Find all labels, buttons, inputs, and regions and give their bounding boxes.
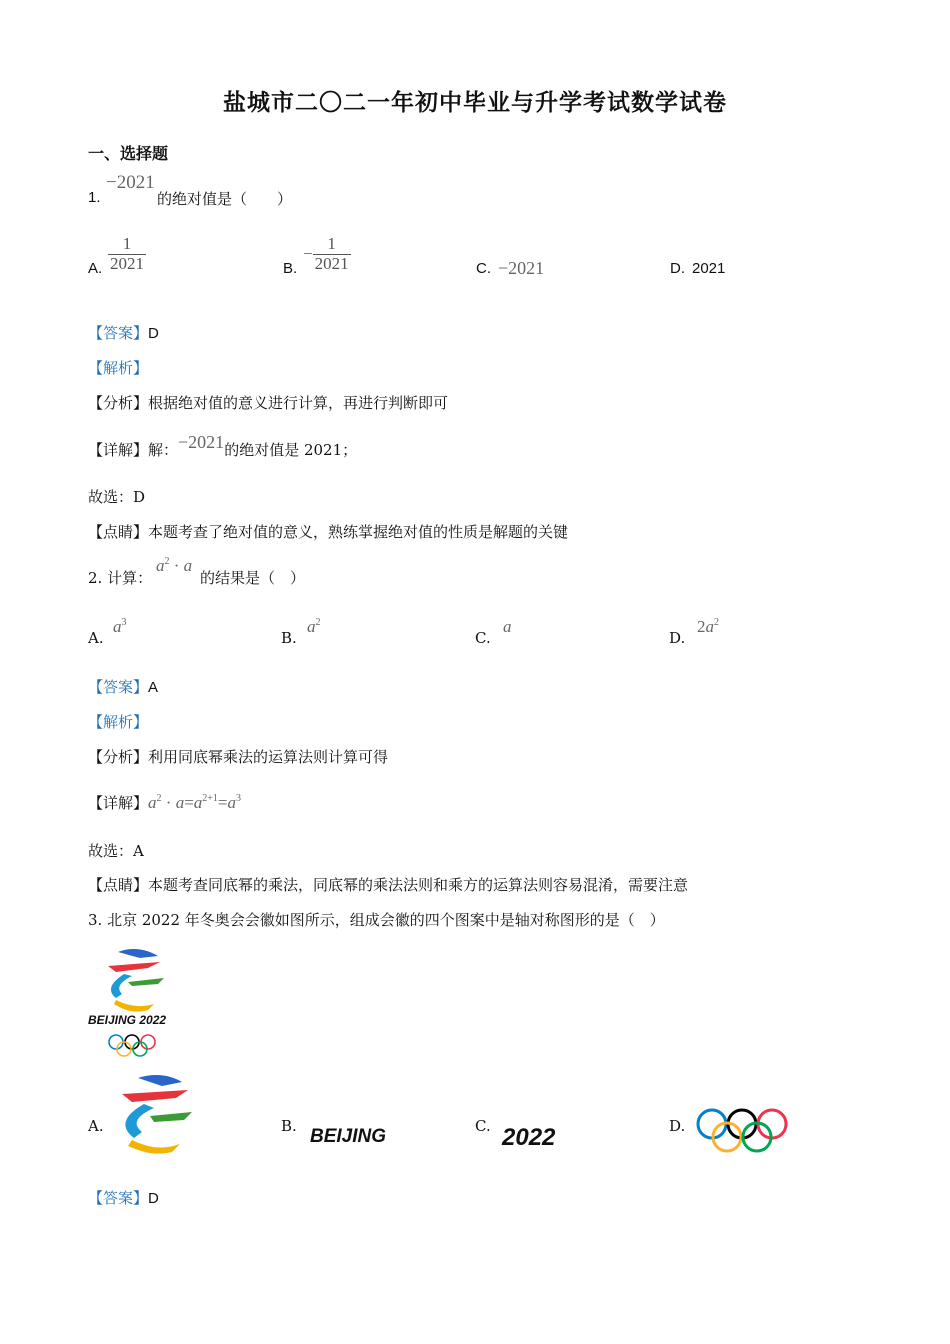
- q2-analysis-label: 【解析】: [88, 713, 149, 731]
- q1-option-a-label: A.: [88, 260, 103, 277]
- q2-option-b-label: B.: [281, 629, 297, 647]
- q2-fenxi: 【分析】利用同底幂乘法的运算法则计算可得: [88, 748, 389, 766]
- q3-option-d-figure: [694, 1106, 790, 1156]
- q1-fenxi: 【分析】根据绝对值的意义进行计算，再进行判断即可: [88, 394, 449, 412]
- q2-option-d-label: D.: [669, 629, 686, 647]
- q3-option-a-label: A.: [88, 1117, 104, 1135]
- q3-option-b-figure: BEIJING: [310, 1126, 387, 1147]
- q2-option-a-label: A.: [88, 629, 104, 647]
- q2-answer: 【答案】A: [88, 678, 159, 696]
- q1-answer: 【答案】D: [88, 324, 159, 342]
- q2-stem: 的结果是（ ）: [200, 569, 306, 587]
- q1-number: 1.: [88, 189, 101, 206]
- q3-stem: 3. 北京 2022 年冬奥会会徽如图所示，组成会徽的四个图案中是轴对称图形的是（ ）: [88, 911, 665, 929]
- section-heading: 一、选择题: [88, 144, 169, 163]
- q3-option-a-figure: [106, 1072, 194, 1158]
- q1-xiangjie: 【详解】解：−2021的绝对值是 2021；: [88, 432, 358, 459]
- q2-guxuan: 故选：A: [88, 842, 144, 860]
- q1-option-b-label: B.: [283, 260, 298, 277]
- q1-stem: 的绝对值是（ ）: [157, 190, 293, 208]
- q1-option-c-value: −2021: [498, 258, 545, 278]
- q3-option-c-figure: 2022: [502, 1124, 556, 1151]
- q2-option-c-value: a: [503, 617, 512, 636]
- q1-option-c-label: C.: [476, 260, 491, 277]
- q3-option-c-label: C.: [475, 1117, 491, 1135]
- emblem-figure-icon: [88, 944, 188, 1060]
- q2-dianjing: 【点睛】本题考查同底幂的乘法，同底幂的乘法法则和乘方的运算法则容易混淆，需要注意: [88, 876, 689, 894]
- q1-guxuan: 故选：D: [88, 488, 146, 506]
- q2-option-a-value: $a^3$: [113, 617, 127, 636]
- q2-number: 2. 计算：: [88, 569, 153, 587]
- q1-option-d-value: 2021: [692, 260, 726, 277]
- svg-text:BEIJING 2022: BEIJING 2022: [88, 1013, 167, 1027]
- q3-answer: 【答案】D: [88, 1189, 159, 1207]
- page-title: 盐城市二〇二一年初中毕业与升学考试数学试卷: [223, 89, 727, 116]
- q1-option-d-label: D.: [670, 260, 685, 277]
- q2-expression: $a^2 \cdot a$: [156, 556, 193, 575]
- q1-analysis-label: 【解析】: [88, 359, 149, 377]
- q2-xiangjie: 【详解】$a^2 \cdot a=a^{2+1}=a^3$: [88, 793, 242, 812]
- q1-option-b-fraction: − $\frac{1}{2021}$: [303, 234, 349, 273]
- q1-option-a-fraction: $\frac{1}{2021}$: [110, 234, 144, 273]
- q2-option-d-value: $2a^2$: [697, 617, 719, 636]
- q1-dianjing: 【点睛】本题考查了绝对值的意义，熟练掌握绝对值的性质是解题的关键: [88, 523, 569, 541]
- q3-option-b-label: B.: [281, 1117, 297, 1135]
- q2-option-b-value: $a^2$: [307, 617, 321, 636]
- q2-option-c-label: C.: [475, 629, 491, 647]
- q3-option-d-label: D.: [669, 1117, 686, 1135]
- olympic-rings-icon: [694, 1106, 790, 1156]
- q1-expression: −2021: [106, 172, 155, 193]
- emblem-figure-icon: [106, 1072, 194, 1158]
- winter-olympics-emblem: [88, 944, 188, 1060]
